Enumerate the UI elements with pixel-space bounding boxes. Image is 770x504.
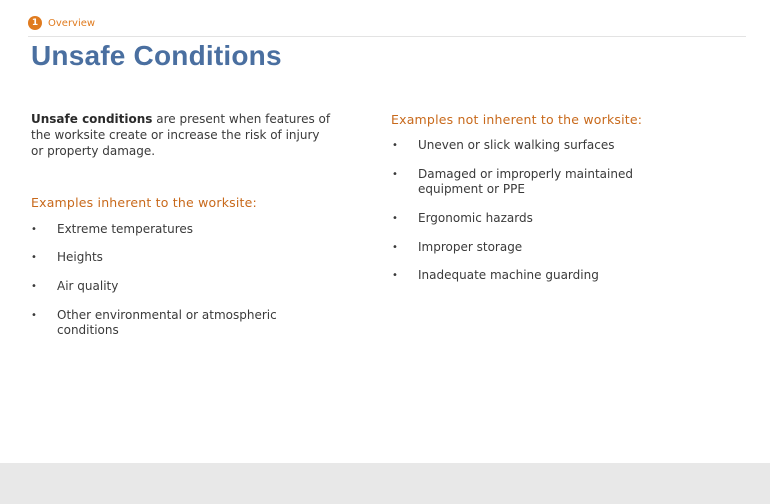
- breadcrumb: [28, 15, 95, 31]
- intro-text: are present when features of the worksite create or increase the risk of injury or property damage.: [31, 112, 331, 158]
- intro-paragraph: [31, 111, 331, 159]
- intro-term: Unsafe conditions: [31, 112, 153, 126]
- list-item: [31, 250, 301, 265]
- list-item: [392, 138, 702, 153]
- list-item: [31, 308, 301, 338]
- header-divider: [28, 36, 746, 37]
- bullet-icon: •: [31, 252, 37, 263]
- bullet-icon: •: [31, 310, 37, 321]
- list-item: [392, 240, 702, 255]
- list-item: [31, 279, 301, 294]
- bullet-icon: •: [392, 242, 398, 253]
- list-item-label: Improper storage: [418, 240, 523, 254]
- inherent-list: [31, 222, 301, 338]
- bullet-icon: •: [392, 270, 398, 281]
- list-item: [31, 222, 301, 237]
- not-inherent-heading: Examples not inherent to the worksite:: [391, 112, 643, 127]
- list-item-label: Air quality: [57, 279, 119, 293]
- list-item-label: Extreme temperatures: [57, 222, 194, 236]
- page-title: Unsafe Conditions: [31, 40, 282, 71]
- bullet-icon: •: [31, 224, 37, 235]
- bullet-icon: •: [392, 140, 398, 151]
- list-item-label: Inadequate machine guarding: [418, 268, 599, 282]
- list-item: [392, 268, 702, 283]
- bullet-icon: •: [31, 281, 37, 292]
- inherent-heading: Examples inherent to the worksite:: [31, 195, 257, 210]
- footer-bar: [0, 463, 770, 504]
- bullet-icon: •: [392, 169, 398, 180]
- list-item-label: Heights: [57, 250, 103, 264]
- breadcrumb-label[interactable]: Overview: [48, 17, 96, 29]
- list-item-label: Ergonomic hazards: [418, 211, 533, 225]
- list-item-label: Uneven or slick walking surfaces: [418, 138, 615, 152]
- section-number-badge: 1: [28, 16, 42, 30]
- list-item: [392, 211, 702, 226]
- bullet-icon: •: [392, 213, 398, 224]
- not-inherent-list: [392, 138, 702, 283]
- list-item-label: Other environmental or atmospheric conditions: [57, 308, 277, 337]
- list-item: [392, 167, 702, 197]
- list-item-label: Damaged or improperly maintained equipment or PPE: [418, 167, 633, 196]
